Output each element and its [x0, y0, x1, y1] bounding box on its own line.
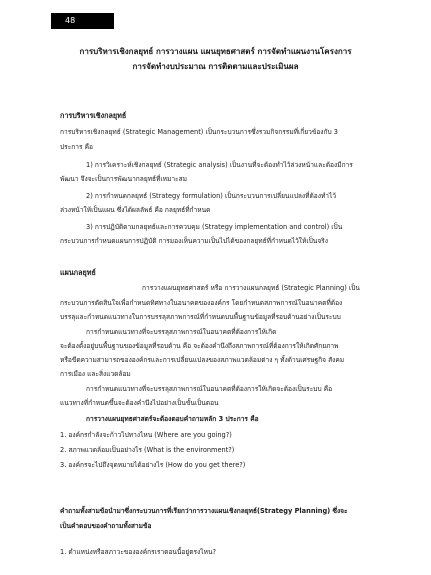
page-title-line-1: การบริหารเชิงกลยุทธ์ การวางแผน แผนยุทธศาสตร์ การจัดทำแผนงานโครงการ — [79, 47, 352, 56]
paragraph-line: ประการ คือ — [60, 143, 93, 151]
paragraph-line: การกำหนดแนวทางที่จะบรรลุสภาพการณ์ในอนาคตที่ต้องการให้เกิด — [86, 328, 277, 336]
paragraph-line: หรือขีดความสามารถขององค์กรและการเปลี่ยนแปลงของสภาพแวดล้อมต่าง ๆ ทั้งด้านเศรษฐกิจ สังคม — [60, 356, 345, 364]
paragraph-line: การกำหนดแนวทางที่จะบรรลุสภาพการณ์ในอนาคตที่ต้องการให้เกิดจะต้องเป็นระบบ คือ — [86, 385, 333, 393]
paragraph-line: บรรลุและกำหนดแนวทางในการบรรลุสภาพการณ์ที่กำหนดบนพื้นฐานข้อมูลที่รอบด้านอย่างเป็นระบบ — [60, 313, 341, 321]
paragraph-line: กระบวนการตัดสินใจเพื่อกำหนดทิศทางในอนาคตขององค์กร โดยกำหนดสภาพการณ์ในอนาคตที่ต้อง — [60, 299, 343, 307]
list-item-continuation: ล่วงหน้าให้เป็นแผน ซึ่งได้ผลลัพธ์ คือ กลยุทธ์ที่กำหนด — [60, 206, 211, 214]
question-item: 1. องค์กรกำลังจะก้าวไปทางไหน (Where are you going?) — [60, 431, 232, 439]
subheading-three-questions: การวางแผนยุทธศาสตร์จะต้องตอบคำถามหลัก 3 ประการ คือ — [86, 415, 259, 423]
paragraph-line: การเมือง และสิ่งแวดล้อม — [60, 370, 131, 378]
paragraph-line: การบริหารเชิงกลยุทธ์ (Strategic Management) เป็นกระบวนการซึ่งรวมกิจกรรมที่เกี่ยวข้องกับ 3 — [60, 128, 338, 136]
paragraph-line: แนวทางที่กำหนดขึ้นจะต้องคำนึงไปอย่างเป็นขั้นเป็นตอน — [60, 399, 219, 407]
question-item: 2. สภาพแวดล้อมเป็นอย่างไร (What is the environment?) — [60, 446, 235, 454]
list-item: 1. ตำแหน่งหรือสภาวะขององค์กรเราตอนนี้อยู่ตรงไหน? — [60, 548, 216, 556]
section-heading-strategic-management: การบริหารเชิงกลยุทธ์ — [60, 111, 127, 120]
list-item: 1) การวิเคราะห์เชิงกลยุทธ์ (Strategic analysis) เป็นงานที่จะต้องทำไว้ล่วงหน้าและต้องมีการ — [86, 161, 353, 169]
page-title-line-2: การจัดทำงบประมาณ การติดตามและประเมินผล — [132, 62, 299, 71]
section-heading-three-questions: เป็นคำตอบของคำถามทั้งสามข้อ — [60, 522, 152, 530]
section-heading-three-questions: คำถามทั้งสามข้อนำมาซึ่งกระบวนการที่เรียกว่าการวางแผนเชิงกลยุทธ์(Strategy Planning) ซึ่งจะ — [60, 507, 348, 515]
paragraph-line: การวางแผนยุทธศาสตร์ หรือ การวางแผนกลยุทธ์ (Strategic Planning) เป็น — [142, 284, 360, 292]
question-item: 3. องค์กรจะไปถึงจุดหมายได้อย่างไร (How do you get there?) — [60, 461, 246, 469]
paragraph-line: จะต้องตั้งอยู่บนพื้นฐานของข้อมูลที่รอบด้าน คือ จะต้องคำนึงถึงสภาพการณ์ที่ต้องการให้เกิดศักยภาพ — [60, 342, 339, 350]
list-item-continuation: พัฒนา จึงจะเป็นการพัฒนากลยุทธ์ที่เหมาะสม — [60, 175, 187, 183]
list-item-continuation: กระบวนการกำหนดแผนการปฏิบัติ การมองเห็นความเป็นไปได้ของกลยุทธ์ที่กำหนดไว้ให้เป็นจริง — [60, 237, 328, 245]
page-number: 48 — [51, 13, 114, 29]
section-heading-strategic-plan: แผนกลยุทธ์ — [60, 268, 96, 277]
list-item: 3) การปฏิบัติตามกลยุทธ์และการควบคุม (Strategy implementation and control) เป็น — [86, 223, 343, 231]
list-item: 2) การกำหนดกลยุทธ์ (Strategy formulation) เป็นกระบวนการเปลี่ยนแปลงที่ต้องทำไว้ — [86, 192, 337, 200]
